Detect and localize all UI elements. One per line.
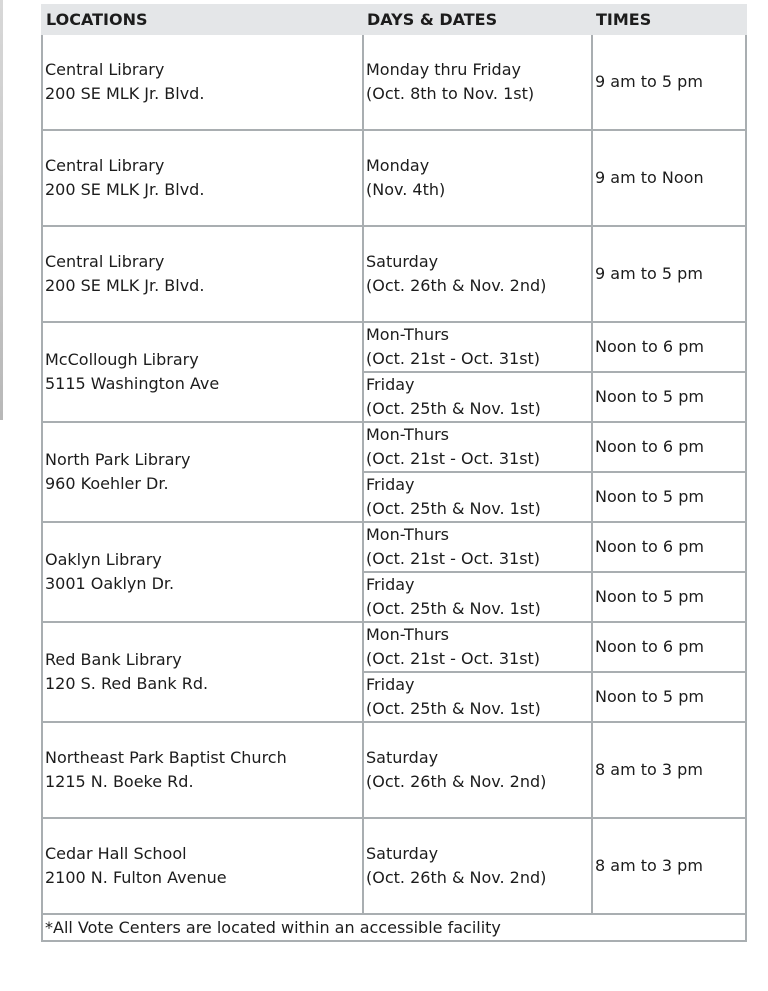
location-address: 200 SE MLK Jr. Blvd. (45, 84, 205, 103)
table-row (42, 34, 746, 130)
session-dates: (Oct. 8th to Nov. 1st) (366, 84, 535, 103)
footnote: *All Vote Centers are located within an accessible facility (42, 914, 746, 941)
location-name: Central Library (45, 156, 165, 175)
session-day: Friday (366, 675, 415, 694)
table-row (42, 722, 746, 818)
session-day: Mon-Thurs (366, 525, 450, 544)
header-times: TIMES (592, 5, 746, 34)
time-cell: Noon to 5 pm (592, 572, 746, 622)
days-cell (363, 130, 592, 226)
session-dates: (Oct. 21st - Oct. 31st) (366, 649, 541, 668)
days-cell (363, 422, 592, 472)
session-day: Mon-Thurs (366, 325, 450, 344)
days-cell (363, 572, 592, 622)
session-day: Mon-Thurs (366, 425, 450, 444)
location-address: 2100 N. Fulton Avenue (45, 868, 227, 887)
location-name: Oaklyn Library (45, 550, 162, 569)
time-cell: Noon to 5 pm (592, 472, 746, 522)
time-cell: Noon to 6 pm (592, 622, 746, 672)
session-dates: (Oct. 21st - Oct. 31st) (366, 549, 541, 568)
location-address: 200 SE MLK Jr. Blvd. (45, 276, 205, 295)
time-cell: 9 am to Noon (592, 130, 746, 226)
page-edge-shadow (0, 0, 3, 420)
time-cell: 8 am to 3 pm (592, 722, 746, 818)
location-name: North Park Library (45, 450, 191, 469)
time-cell: 9 am to 5 pm (592, 34, 746, 130)
session-dates: (Oct. 25th & Nov. 1st) (366, 599, 541, 618)
time-cell: Noon to 6 pm (592, 422, 746, 472)
table-row (42, 622, 746, 672)
table-row (42, 818, 746, 914)
location-cell (42, 130, 363, 226)
location-address: 1215 N. Boeke Rd. (45, 772, 194, 791)
session-dates: (Oct. 21st - Oct. 31st) (366, 349, 541, 368)
time-cell: 8 am to 3 pm (592, 818, 746, 914)
header-days-dates: DAYS & DATES (363, 5, 592, 34)
header-row (42, 5, 746, 34)
days-cell (363, 226, 592, 322)
vote-centers-table (41, 4, 747, 942)
days-cell (363, 672, 592, 722)
days-cell (363, 722, 592, 818)
location-cell (42, 722, 363, 818)
days-cell (363, 522, 592, 572)
location-address: 3001 Oaklyn Dr. (45, 574, 175, 593)
session-day: Friday (366, 575, 415, 594)
location-cell (42, 622, 363, 722)
days-cell (363, 322, 592, 372)
location-cell (42, 818, 363, 914)
days-cell (363, 818, 592, 914)
session-day: Monday (366, 156, 430, 175)
time-cell: 9 am to 5 pm (592, 226, 746, 322)
location-name: Red Bank Library (45, 650, 182, 669)
session-day: Friday (366, 475, 415, 494)
table-row (42, 226, 746, 322)
session-day: Saturday (366, 844, 439, 863)
header-locations: LOCATIONS (42, 5, 363, 34)
location-name: Cedar Hall School (45, 844, 187, 863)
days-cell (363, 472, 592, 522)
session-dates: (Oct. 25th & Nov. 1st) (366, 499, 541, 518)
footnote-row (42, 914, 746, 941)
table-row (42, 522, 746, 572)
location-address: 960 Koehler Dr. (45, 474, 169, 493)
location-name: McCollough Library (45, 350, 199, 369)
session-day: Mon-Thurs (366, 625, 450, 644)
days-cell (363, 372, 592, 422)
table-row (42, 130, 746, 226)
session-dates: (Oct. 25th & Nov. 1st) (366, 399, 541, 418)
session-dates: (Oct. 26th & Nov. 2nd) (366, 276, 547, 295)
location-cell (42, 226, 363, 322)
table-body (42, 34, 746, 941)
time-cell: Noon to 5 pm (592, 672, 746, 722)
location-address: 200 SE MLK Jr. Blvd. (45, 180, 205, 199)
time-cell: Noon to 5 pm (592, 372, 746, 422)
session-day: Friday (366, 375, 415, 394)
table-row (42, 422, 746, 472)
session-dates: (Oct. 25th & Nov. 1st) (366, 699, 541, 718)
days-cell (363, 622, 592, 672)
location-name: Central Library (45, 252, 165, 271)
location-name: Northeast Park Baptist Church (45, 748, 287, 767)
location-cell (42, 422, 363, 522)
location-cell (42, 522, 363, 622)
time-cell: Noon to 6 pm (592, 522, 746, 572)
table-row (42, 322, 746, 372)
session-day: Saturday (366, 748, 439, 767)
time-cell: Noon to 6 pm (592, 322, 746, 372)
location-name: Central Library (45, 60, 165, 79)
location-address: 120 S. Red Bank Rd. (45, 674, 209, 693)
days-cell (363, 34, 592, 130)
location-cell (42, 322, 363, 422)
session-day: Monday thru Friday (366, 60, 521, 79)
session-dates: (Nov. 4th) (366, 180, 446, 199)
session-dates: (Oct. 26th & Nov. 2nd) (366, 868, 547, 887)
location-address: 5115 Washington Ave (45, 374, 220, 393)
session-dates: (Oct. 21st - Oct. 31st) (366, 449, 541, 468)
session-day: Saturday (366, 252, 439, 271)
location-cell (42, 34, 363, 130)
session-dates: (Oct. 26th & Nov. 2nd) (366, 772, 547, 791)
